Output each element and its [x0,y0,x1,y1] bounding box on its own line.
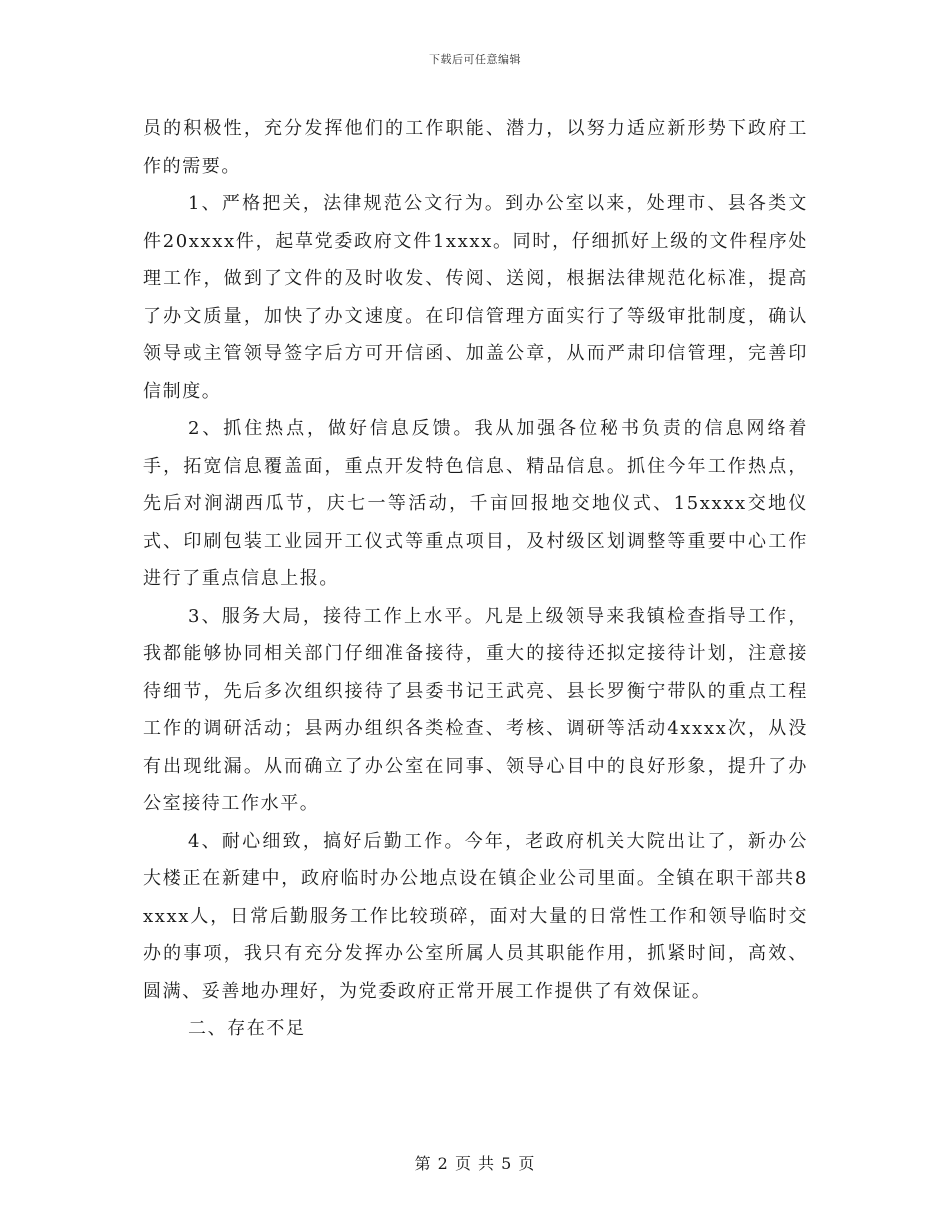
paragraph-item-3: 3、服务大局，接待工作上水平。凡是上级领导来我镇检查指导工作，我都能够协同相关部门仔细准备接待，重大的接待还拟定接待计划，注意接待细节，先后多次组织接待了县委书记王武亮、县长罗衡宁带队的重点工程工作的调研活动；县两办组织各类检查、考核、调研等活动4xxxx次，从没有出现纰漏。从而确立了办公室在同事、领导心目中的良好形象，提升了办公室接待工作水平。 [143,605,808,814]
paragraph-item-1: 1、严格把关，法律规范公文行为。到办公室以来，处理市、县各类文件20xxxx件，起草党委政府文件1xxxx。同时，仔细抓好上级的文件程序处理工作，做到了文件的及时收发、传阅、送阅，根据法律规范化标准，提高了办文质量，加快了办文速度。在印信管理方面实行了等级审批制度，确认领导或主管领导签字后方可开信函、加盖公章，从而严肃印信管理，完善印信制度。 [143,193,808,402]
paragraph-item-4: 4、耐心细致，搞好后勤工作。今年，老政府机关大院出让了，新办公大楼正在新建中，政府临时办公地点设在镇企业公司里面。全镇在职干部共8xxxx人，日常后勤服务工作比较琐碎，面对大量的日常性工作和领导临时交办的事项，我只有充分发挥办公室所属人员其职能作用，抓紧时间，高效、圆满、妥善地办理好，为党委政府正常开展工作提供了有效保证。 [143,830,808,1002]
document-body [143,110,808,1048]
section-heading: 二、存在不足 [188,1018,306,1039]
paragraph-continuation: 员的积极性，充分发挥他们的工作职能、潜力，以努力适应新形势下政府工作的需要。 [143,118,808,177]
page-header: 下载后可任意编辑 [429,53,521,66]
page-number-footer: 第 2 页 共 5 页 [414,1154,536,1173]
paragraph-item-2: 2、抓住热点，做好信息反馈。我从加强各位秘书负责的信息网络着手，拓宽信息覆盖面，重点开发特色信息、精品信息。抓住今年工作热点，先后对涧湖西瓜节，庆七一等活动，千亩回报地交地仪式、15xxxx交地仪式、印刷包装工业园开工仪式等重点项目，及村级区划调整等重要中心工作进行了重点信息上报。 [143,418,808,589]
